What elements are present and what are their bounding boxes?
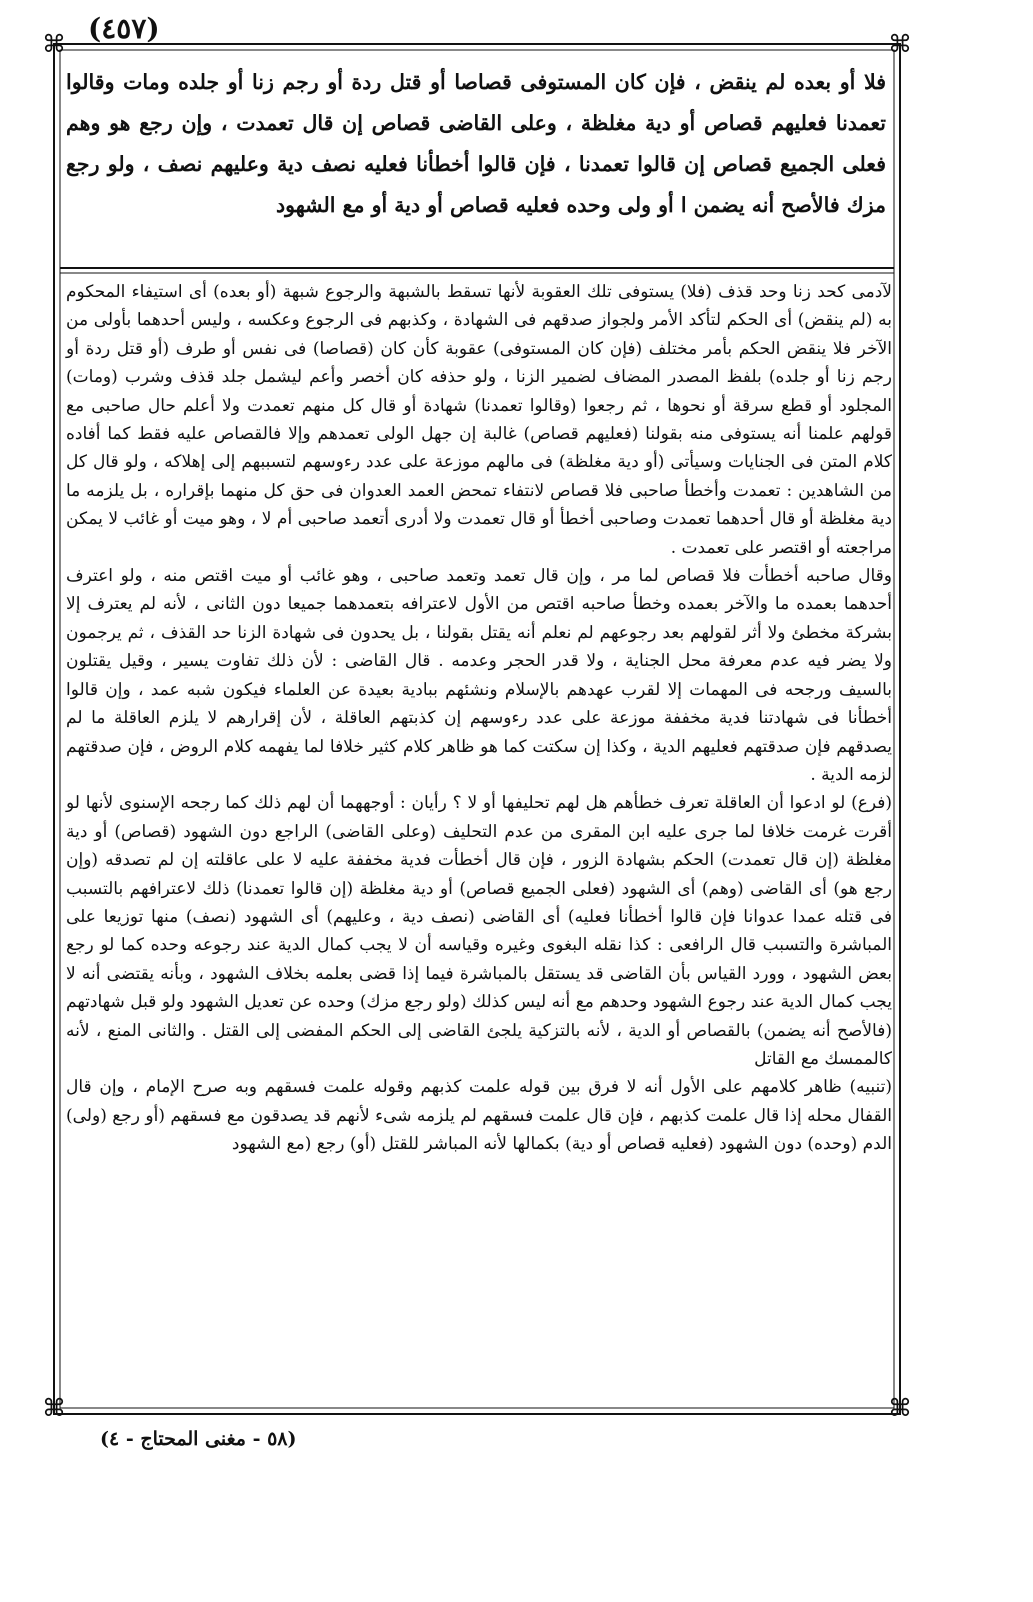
corner-ornament-icon: ⌘	[42, 30, 66, 58]
page-number: (٤٥٧)	[88, 12, 160, 45]
corner-ornament-icon: ⌘	[42, 1394, 66, 1422]
footer-signature: (٥٨ - مغنى المحتاج - ٤)	[100, 1428, 297, 1450]
matn-text-block	[66, 62, 886, 268]
sharh-commentary-block	[66, 278, 892, 1159]
corner-ornament-icon: ⌘	[888, 1394, 912, 1422]
sharh-paragraph: وقال صاحبه أخطأت فلا قصاص لما مر ، وإن قال تعمد وتعمد صاحبى ، وهو غائب أو ميت اقتص منه ، ولو اعترف أحدهما بعمده ما والآخر بعمده وخطأ صاحبه اقتص من الأول لاعترافه بتعمدهما جميعا دون الثانى ، لأنه لم يعترف إلا بشركة مخطئ ولا أثر لقولهم بعد رجوعهم لم نعلم أنه يقتل بقولنا ، بل يحدون فى شهادة الزنا حد القذف ، ثم يرجمون ولا يضر فيه عدم معرفة محل الجناية ، ولا قدر الحجر وعدمه . قال القاضى : لأن ذلك تفاوت يسير ، وقيل يقتلون بالسيف ورجحه فى المهمات إلا لقرب عهدهم بالإسلام ونشئهم ببادية بعيدة عن العلماء فيكون شبه عمد ، وإن قالوا أخطأنا فى شهادتنا فدية مخففة موزعة على عدد رءوسهم إن كذبتهم العاقلة ، لأن إقرارهم لا يلزم العاقلة ما لم يصدقهم فإن صدقتهم فعليهم الدية ، وكذا إن سكتت كما هو ظاهر كلام كثير خلافا لما يفهمه كلام الروض ، فإن صدقتهم لزمه الدية .	[66, 566, 892, 785]
sharh-paragraph: لآدمى كحد زنا وحد قذف (فلا) يستوفى تلك العقوبة لأنها تسقط بالشبهة والرجوع شبهة (أو بعده) أى استيفاء المحكوم به (لم ينقض) أى الحكم لتأكد الأمر ولجواز صدقهم فى الشهادة ، وكذبهم فى الرجوع وعكسه ، وليس أحدهما بأولى من الآخر فلا ينقض الحكم بأمر مختلف (فإن كان المستوفى) عقوبة كأن كان (قصاصا) فى نفس أو طرف (أو قتل ردة أو رجم زنا أو جلده) بلفظ المصدر المضاف لضمير الزنا ، ولو حذفه كان أخصر وأعم ليشمل جلد قذف وشرب (ومات) المجلود أو قطع سرقة أو نحوها ، ثم رجعوا (وقالوا تعمدنا) شهادة أو قال كل منهم تعمدت ولا أعلم حال صاحبى مع قولهم علمنا أنه يستوفى منه بقولنا (فعليهم قصاص) غالبة إن جهل الولى تعمدهم وإلا فالقصاص عليه فقط كما أفاده كلام المتن فى الجنايات وسيأتى (أو دية مغلظة) فى مالهم موزعة على عدد رءوسهم لتسببهم إلى إهلاكه ، ولو قال كل من الشاهدين : تعمدت وأخطأ صاحبى فلا قصاص لانتفاء تمحض العمد العدوان فى حق كل منهما بإقراره ، بل يلزمه ما دية مغلظة أو قال أحدهما تعمدت وصاحبى أخطأ أو قال تعمدت ولا أدرى أتعمد صاحبى أم لا ، وهو ميت أو غائب لا يمكن مراجعته أو اقتصر على تعمدت .	[66, 282, 892, 558]
corner-ornament-icon: ⌘	[888, 30, 912, 58]
sharh-paragraph: (فرع) لو ادعوا أن العاقلة تعرف خطأهم هل لهم تحليفها أو لا ؟ رأيان : أوجههما أن لهم ذلك كما رجحه الإسنوى لأنها لو أقرت غرمت خلافا لما جرى عليه ابن المقرى من عدم التحليف (وعلى القاضى) الراجع دون الشهود (قصاص) أو دية مغلظة (إن قال تعمدت) الحكم بشهادة الزور ، فإن قال أخطأت فدية مخففة عليه لا على عاقلته إن لم تصدقه (وإن رجع هو) أى القاضى (وهم) أى الشهود (فعلى الجميع قصاص) أو دية مغلظة (إن قالوا تعمدنا) ذلك لاعترافهم بالتسبب فى قتله عمدا عدوانا فإن قالوا أخطأنا فعليه) أى القاضى (نصف دية ، وعليهم) أى الشهود (نصف) منها توزيعا على المباشرة والتسبب قال الرافعى : كذا نقله البغوى وغيره وقياسه أن لا يجب كمال الدية عند رجوعه وحده كما لو رجع بعض الشهود ، وورد القياس بأن القاضى قد يستقل بالمباشرة فيما إذا قضى بعلمه بخلاف الشهود ، وبأنه يقتضى أنه لا يجب كمال الدية عند رجوع الشهود وحدهم مع أنه ليس كذلك (ولو رجع مزك) وحده عن تعديل الشهود ولو قبل شهادتهم (فالأصح أنه يضمن) بالقصاص أو الدية ، لأنه بالتزكية يلجئ القاضى إلى الحكم المفضى إلى القتل . والثانى المنع ، لأنه كالممسك مع القاتل	[66, 793, 892, 1069]
sharh-paragraph: (تنبيه) ظاهر كلامهم على الأول أنه لا فرق بين قوله علمت كذبهم وقوله علمت فسقهم وبه صرح الإمام ، وإن قال القفال محله إذا قال علمت كذبهم ، فإن قال علمت فسقهم لم يلزمه شىء لأنهم قد يصدقون مع فسقهم (أو رجع (ولى) الدم (وحده) دون الشهود (فعليه قصاص أو دية) بكمالها لأنه المباشر للقتل (أو) رجع (مع الشهود	[66, 1077, 892, 1155]
matn-paragraph: فلا أو بعده لم ينقض ، فإن كان المستوفى قصاصا أو قتل ردة أو رجم زنا أو جلده ومات وقالوا تعمدنا فعليهم قصاص أو دية مغلظة ، وعلى القاضى قصاص إن قال تعمدت ، وإن رجع هو وهم فعلى الجميع قصاص إن قالوا تعمدنا ، فإن قالوا أخطأنا فعليه نصف دية وعليهم نصف ، ولو رجع مزك فالأصح أنه يضمن ا أو ولى وحده فعليه قصاص أو دية أو مع الشهود	[66, 70, 886, 217]
